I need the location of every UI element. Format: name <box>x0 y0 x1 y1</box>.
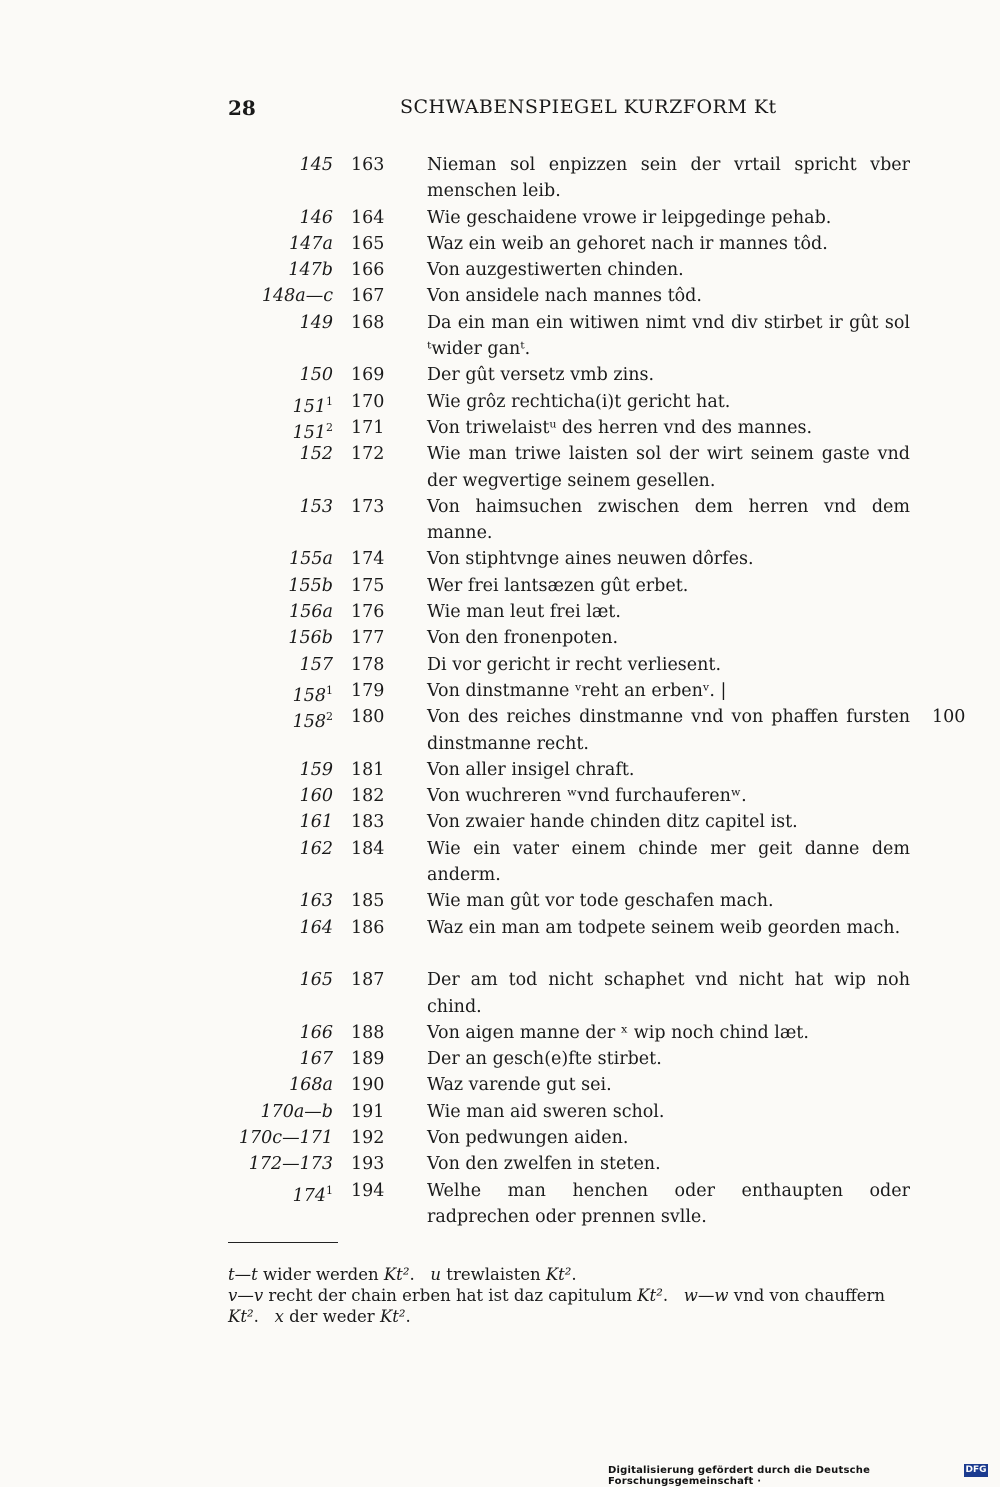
chapter-number: 191 <box>351 1101 385 1122</box>
source-chapter-ref: 164 <box>299 917 333 938</box>
footnote-line: Kt². x der weder Kt². <box>228 1307 411 1326</box>
source-chapter-ref: 156b <box>288 628 333 649</box>
chapter-number: 192 <box>351 1127 385 1148</box>
concordance-row <box>0 704 1000 757</box>
chapter-heading: Wie man leut frei læt. <box>427 602 621 623</box>
footnote-text: recht der chain erben hat ist daz capitulum <box>263 1286 638 1305</box>
concordance-row <box>0 152 1000 205</box>
footnote-key: t—t <box>228 1265 258 1284</box>
footnote-source: Kt² <box>637 1286 663 1305</box>
chapter-number: 187 <box>351 970 385 991</box>
chapter-number: 167 <box>351 286 385 307</box>
source-chapter-ref: 159 <box>299 759 333 780</box>
chapter-number: 165 <box>351 233 385 254</box>
source-chapter-ref: 172—173 <box>248 1154 333 1175</box>
page-header <box>228 96 914 128</box>
footnote-source: Kt² <box>545 1265 572 1284</box>
concordance-row <box>0 915 1000 968</box>
chapter-number: 170 <box>351 391 385 412</box>
source-chapter-superscript: 1 <box>326 683 333 697</box>
chapter-number: 179 <box>351 680 385 701</box>
concordance-row <box>0 652 1000 678</box>
concordance-row <box>0 415 1000 441</box>
chapter-heading: Von den zwelfen in steten. <box>427 1154 661 1175</box>
source-chapter-number <box>193 625 333 651</box>
source-chapter-number <box>193 967 333 993</box>
chapter-heading: Von zwaier hande chinden ditz capitel ist. <box>427 812 798 833</box>
source-chapter-ref: 174 <box>292 1185 326 1206</box>
concordance-row <box>0 678 1000 704</box>
chapter-heading: Von triwelaistᵘ des herren vnd des mannes. <box>427 417 813 438</box>
source-chapter-ref: 170c—171 <box>238 1127 333 1148</box>
footnote-line: t—t wider werden Kt². u trewlaisten Kt². <box>228 1265 577 1284</box>
footnote-key: w—w <box>683 1286 729 1305</box>
concordance-row <box>0 1151 1000 1177</box>
chapter-number: 176 <box>351 602 385 623</box>
concordance-row <box>0 1099 1000 1125</box>
source-chapter-number <box>193 1046 333 1072</box>
concordance-row <box>0 310 1000 363</box>
chapter-number: 180 <box>351 707 385 728</box>
chapter-heading: Von aigen manne der ˣ wip noch chind læt. <box>427 1022 809 1043</box>
chapter-heading: Der gût versetz vmb zins. <box>427 365 655 386</box>
concordance-row <box>0 757 1000 783</box>
concordance-row <box>0 257 1000 283</box>
source-chapter-number <box>193 704 333 735</box>
chapter-number: 185 <box>351 891 385 912</box>
chapter-number: 163 <box>351 155 385 175</box>
source-chapter-ref: 162 <box>299 838 333 859</box>
source-chapter-ref: 151 <box>292 422 326 443</box>
source-chapter-ref: 170a—b <box>260 1101 333 1122</box>
source-chapter-number <box>193 205 333 231</box>
footnote-text: vnd von chauffern <box>728 1286 886 1305</box>
source-chapter-ref: 158 <box>292 685 326 706</box>
chapter-heading: Welhe man henchen oder enthaupten oder radprechen oder prennen svlle. <box>427 1180 910 1227</box>
running-title: SCHWABENSPIEGEL KURZFORM Kt <box>400 96 777 118</box>
source-chapter-number <box>193 362 333 388</box>
footnote-text: wider werden <box>257 1265 384 1284</box>
chapter-number: 182 <box>351 786 385 807</box>
source-chapter-number <box>193 441 333 467</box>
chapter-number: 188 <box>351 1022 385 1043</box>
chapter-concordance-list <box>0 152 1000 1230</box>
source-chapter-ref: 151 <box>292 396 326 417</box>
chapter-number: 186 <box>351 917 385 938</box>
footnote-line: v—v recht der chain erben hat ist daz capitulum Kt². w—w vnd von chauffern <box>228 1286 886 1305</box>
source-chapter-ref: 158 <box>292 712 326 733</box>
concordance-row <box>0 573 1000 599</box>
source-chapter-ref: 149 <box>299 312 333 333</box>
chapter-number: 164 <box>351 207 385 228</box>
chapter-heading: Von den fronenpoten. <box>427 628 619 649</box>
source-chapter-number <box>193 652 333 678</box>
source-chapter-number <box>193 573 333 599</box>
source-chapter-ref: 166 <box>299 1022 333 1043</box>
chapter-number: 174 <box>351 549 385 570</box>
concordance-row <box>0 836 1000 889</box>
source-chapter-number <box>193 546 333 572</box>
source-chapter-number <box>193 1125 333 1151</box>
chapter-number: 172 <box>351 444 385 465</box>
chapter-heading: Der am tod nicht schaphet vnd nicht hat wip noh chind. <box>427 970 910 1017</box>
concordance-row <box>0 1072 1000 1098</box>
chapter-heading: Von auzgestiwerten chinden. <box>427 260 684 281</box>
chapter-heading: Waz ein man am todpete seinem weib georden mach. <box>427 917 901 938</box>
concordance-row <box>0 809 1000 835</box>
source-chapter-number <box>193 809 333 835</box>
chapter-number: 184 <box>351 838 385 859</box>
footnote-source: Kt² <box>383 1265 410 1284</box>
source-chapter-ref: 165 <box>299 970 333 991</box>
footnote-key: u <box>430 1265 442 1284</box>
footnote-key: v—v <box>228 1286 264 1305</box>
chapter-heading: Von haimsuchen zwischen dem herren vnd dem manne. <box>427 496 910 544</box>
concordance-row <box>0 231 1000 257</box>
chapter-heading: Wie ein vater einem chinde mer geit danne dem anderm. <box>427 838 910 886</box>
chapter-number: 175 <box>351 575 385 596</box>
concordance-row <box>0 389 1000 415</box>
source-chapter-number <box>193 757 333 783</box>
chapter-heading: Der an gesch(e)fte stirbet. <box>427 1049 662 1070</box>
concordance-row <box>0 888 1000 914</box>
source-chapter-ref: 152 <box>299 444 333 465</box>
source-chapter-number <box>193 915 333 941</box>
source-chapter-ref: 148a—c <box>261 286 333 307</box>
chapter-number: 193 <box>351 1154 385 1175</box>
source-chapter-ref: 161 <box>299 812 333 833</box>
chapter-heading: Wie man gût vor tode geschafen mach. <box>427 891 774 912</box>
chapter-heading: Von wuchreren ʷvnd furchauferenʷ. <box>427 786 747 807</box>
dfg-logo: DFG <box>965 1465 987 1475</box>
concordance-row <box>0 783 1000 809</box>
source-chapter-ref: 156a <box>289 602 333 623</box>
chapter-number: 181 <box>351 759 385 780</box>
source-chapter-ref: 167 <box>299 1049 333 1070</box>
chapter-heading: Waz ein weib an gehoret nach ir mannes tôd. <box>427 233 828 254</box>
chapter-heading: Waz varende gut sei. <box>427 1075 612 1096</box>
source-chapter-ref: 160 <box>299 786 333 807</box>
concordance-row <box>0 1046 1000 1072</box>
concordance-row <box>0 283 1000 309</box>
chapter-heading: Von pedwungen aiden. <box>427 1127 629 1148</box>
source-chapter-number <box>193 1072 333 1098</box>
source-chapter-superscript: 1 <box>326 1183 333 1197</box>
source-chapter-number <box>193 888 333 914</box>
source-chapter-ref: 163 <box>299 891 333 912</box>
source-chapter-number <box>193 1151 333 1177</box>
chapter-heading: Von des reiches dinstmanne vnd von phaffen fursten dinstmanne recht. <box>427 707 910 754</box>
source-chapter-ref: 147b <box>288 260 333 281</box>
concordance-row <box>0 625 1000 651</box>
source-chapter-ref: 145 <box>299 155 333 175</box>
source-chapter-ref: 153 <box>299 496 333 517</box>
chapter-number: 169 <box>351 365 385 386</box>
chapter-heading: Di vor gericht ir recht verliesent. <box>427 654 722 675</box>
chapter-heading: Wer frei lantsæzen gût erbet. <box>427 575 689 596</box>
source-chapter-number <box>193 310 333 336</box>
source-chapter-ref: 146 <box>299 207 333 228</box>
source-chapter-superscript: 2 <box>326 420 333 434</box>
chapter-number: 168 <box>351 312 385 333</box>
chapter-number: 171 <box>351 417 385 438</box>
chapter-heading: Von dinstmanne ᵛreht an erbenᵛ. | <box>427 680 727 701</box>
chapter-number: 178 <box>351 654 385 675</box>
footnote-rule <box>228 1242 338 1243</box>
source-chapter-number <box>193 257 333 283</box>
concordance-row <box>0 599 1000 625</box>
source-chapter-ref: 155b <box>288 575 333 596</box>
footnote-source: Kt² <box>228 1307 254 1326</box>
source-chapter-number <box>193 1020 333 1046</box>
concordance-row <box>0 1020 1000 1046</box>
footnote-text: der weder <box>283 1307 380 1326</box>
concordance-row <box>0 967 1000 1020</box>
source-chapter-ref: 168a <box>289 1075 333 1096</box>
concordance-row <box>0 441 1000 494</box>
source-chapter-number <box>193 152 333 178</box>
concordance-row <box>0 1125 1000 1151</box>
source-chapter-number <box>193 1178 333 1209</box>
source-chapter-superscript: 2 <box>326 710 333 724</box>
digitization-credit: Digitalisierung gefördert durch die Deutsche Forschungsgemeinschaft · <box>608 1465 871 1487</box>
concordance-row <box>0 546 1000 572</box>
chapter-heading: Nieman sol enpizzen sein der vrtail spricht vber menschen leib. <box>427 155 910 202</box>
chapter-number: 194 <box>351 1180 385 1201</box>
source-chapter-number <box>193 599 333 625</box>
source-chapter-superscript: 1 <box>326 394 333 408</box>
source-chapter-ref: 157 <box>299 654 333 675</box>
source-chapter-ref: 147a <box>289 233 333 254</box>
chapter-heading: Wie geschaidene vrowe ir leipgedinge pehab. <box>427 207 832 228</box>
chapter-heading: Wie man triwe laisten sol der wirt seinem gaste vnd der wegvertige seinem gesellen. <box>427 444 910 491</box>
chapter-heading: Wie grôz rechticha(i)t gericht hat. <box>427 391 731 412</box>
chapter-heading: Von aller insigel chraft. <box>427 759 635 780</box>
source-chapter-number <box>193 283 333 309</box>
source-chapter-ref: 150 <box>299 365 333 386</box>
concordance-row <box>0 362 1000 388</box>
chapter-heading: Von ansidele nach mannes tôd. <box>427 286 702 307</box>
chapter-number: 190 <box>351 1075 385 1096</box>
chapter-number: 183 <box>351 812 385 833</box>
page-number: 28 <box>228 96 256 120</box>
source-chapter-number <box>193 836 333 862</box>
source-chapter-number <box>193 783 333 809</box>
source-chapter-number <box>193 231 333 257</box>
chapter-heading: Von stiphtvnge aines neuwen dôrfes. <box>427 549 754 570</box>
footnote-text: trewlaisten <box>441 1265 546 1284</box>
footnotes <box>228 1264 910 1327</box>
concordance-row <box>0 494 1000 547</box>
chapter-heading: Wie man aid sweren schol. <box>427 1101 665 1122</box>
footnote-key: x <box>274 1307 284 1326</box>
source-chapter-number <box>193 1099 333 1125</box>
chapter-number: 173 <box>351 496 385 517</box>
footnote-source: Kt² <box>379 1307 406 1326</box>
concordance-row <box>0 205 1000 231</box>
source-chapter-ref: 155a <box>289 549 333 570</box>
source-chapter-number <box>193 494 333 520</box>
chapter-number: 177 <box>351 628 385 649</box>
margin-folio-number: 100 <box>932 707 966 728</box>
concordance-row <box>0 1178 1000 1231</box>
chapter-number: 189 <box>351 1049 385 1070</box>
chapter-heading: Da ein man ein witiwen nimt vnd div stirbet ir gût sol ᵗwider ganᵗ. <box>427 312 910 360</box>
chapter-number: 166 <box>351 260 385 281</box>
